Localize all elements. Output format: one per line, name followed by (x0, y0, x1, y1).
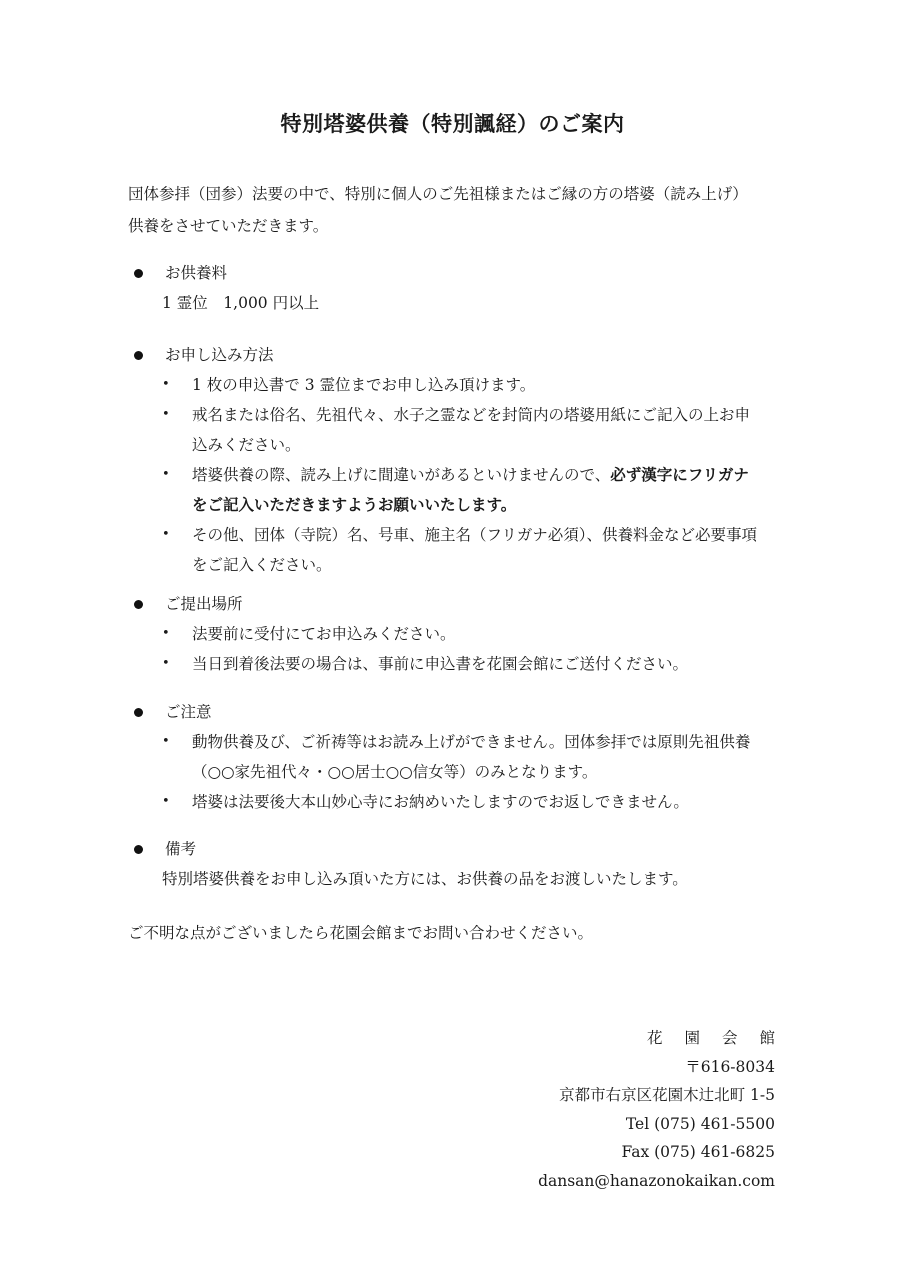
emphasis-text: 必ず漢字にフリガナ (610, 465, 749, 484)
tel-number: Tel (075) 461-5500 (625, 1114, 775, 1133)
list-item-text: 1 枚の申込書で 3 霊位までお申し込み頂けます。 (192, 376, 536, 394)
list-item (132, 787, 792, 817)
address: 京都市右京区花園木辻北町 1-5 (559, 1086, 775, 1104)
list-item-text: その他、団体（寺院）名、号車、施主名（フリガナ必須）、供養料金など必要事項 (192, 526, 757, 544)
list-item-text: （○○家先祖代々・○○居士○○信女等）のみとなります。 (192, 763, 598, 781)
section-notice (132, 697, 792, 817)
bullet-icon: • (162, 527, 170, 542)
section-body: 1 霊位 1,000 円以上 (162, 294, 320, 312)
bullet-dot-icon (134, 708, 143, 717)
section-heading: ご提出場所 (165, 595, 243, 613)
section-heading: お申し込み方法 (165, 346, 274, 364)
list-item-text: 戒名または俗名、先祖代々、水子之霊などを封筒内の塔婆用紙にご記入の上お申 (192, 406, 751, 424)
list-item (132, 460, 792, 520)
bullet-icon: • (162, 626, 170, 641)
organization-name: 花園会館 (646, 1029, 797, 1047)
section-body: 特別塔婆供養をお申し込み頂いた方には、お供養の品をお渡しいたします。 (162, 870, 688, 888)
list-item (132, 520, 792, 580)
bullet-icon: • (162, 377, 170, 392)
fax-number: Fax (075) 461-6825 (621, 1143, 775, 1161)
bullet-icon: • (162, 794, 170, 809)
email-address: dansan@hanazonokaikan.com (538, 1171, 775, 1190)
list-item-text: 塔婆供養の際、読み上げに間違いがあるといけませんので、 (192, 466, 611, 484)
list-item-text: 当日到着後法要の場合は、事前に申込書を花園会館にご送付ください。 (192, 655, 689, 673)
list-item-text: をご記入ください。 (192, 556, 332, 574)
intro-line: 団体参拝（団参）法要の中で、特別に個人のご先祖様またはご縁の方の塔婆（読み上げ） (128, 185, 748, 203)
section-heading: ご注意 (165, 703, 212, 721)
list-item-text: 動物供養及び、ご祈祷等はお読み上げができません。団体参拝では原則先祖供養 (192, 733, 751, 751)
intro-line: 供養をさせていただきます。 (128, 217, 329, 235)
list-item (132, 727, 792, 787)
section-heading: 備考 (165, 840, 197, 858)
bullet-dot-icon (134, 600, 143, 609)
bullet-dot-icon (134, 845, 143, 854)
list-item (132, 370, 792, 400)
section-heading: お供養料 (165, 264, 228, 282)
postal-code: 〒616-8034 (685, 1057, 775, 1076)
intro-paragraph (128, 178, 788, 242)
section-remarks (132, 834, 792, 894)
section-submit (132, 589, 792, 679)
bullet-dot-icon (134, 269, 143, 278)
page-title: 特別塔婆供養（特別諷経）のご案内 (280, 111, 625, 136)
bullet-icon: • (162, 467, 170, 482)
contact-block (538, 1024, 797, 1195)
list-item-text: 塔婆は法要後大本山妙心寺にお納めいたしますのでお返しできません。 (192, 793, 689, 811)
bullet-icon: • (162, 656, 170, 671)
emphasis-text: をご記入いただきますようお願いいたします。 (192, 495, 517, 514)
bullet-dot-icon (134, 351, 143, 360)
section-fee (132, 258, 792, 318)
section-apply (132, 340, 792, 580)
list-item (132, 619, 792, 649)
closing-text: ご不明な点がございましたら花園会館までお問い合わせください。 (128, 924, 594, 942)
bullet-icon: • (162, 734, 170, 749)
bullet-icon: • (162, 407, 170, 422)
list-item (132, 649, 792, 679)
list-item (132, 400, 792, 460)
list-item-text: 込みください。 (192, 436, 301, 454)
list-item-text: 法要前に受付にてお申込みください。 (192, 625, 456, 643)
